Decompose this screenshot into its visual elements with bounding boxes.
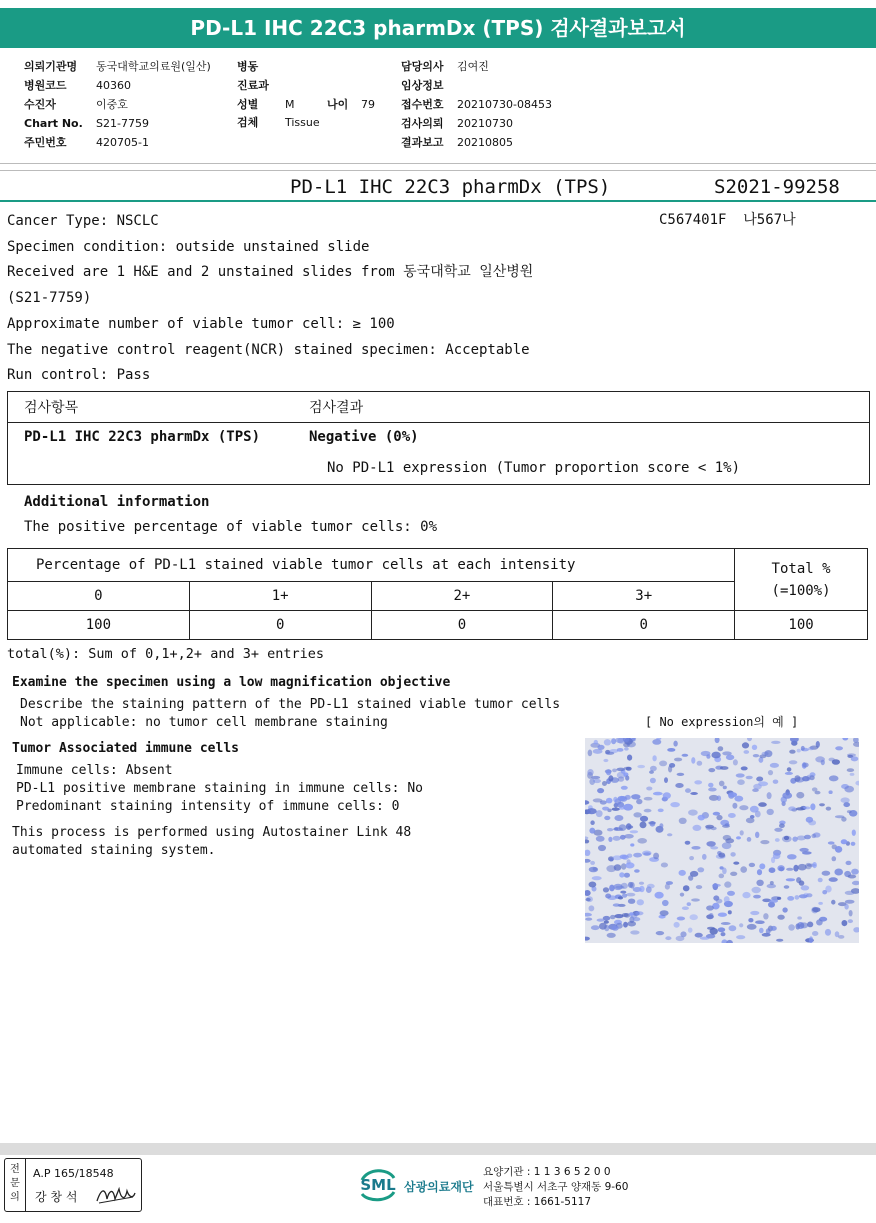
header-row-request-date: 검사의뢰 20210730: [401, 117, 513, 130]
level-2plus: 2+: [371, 582, 553, 611]
header-row-clinical-info: 임상정보: [401, 79, 444, 92]
value-0: 100: [8, 611, 190, 640]
result-box: [7, 391, 870, 485]
ncr-result: The negative control reagent(NCR) stained specimen: Acceptable: [7, 341, 530, 358]
intensity-header: Percentage of PD-L1 stained viable tumor cells at each intensity: [8, 549, 735, 582]
stain-sample-image: [585, 738, 859, 943]
signature-box: [4, 1158, 142, 1212]
value-total: 100: [735, 611, 868, 640]
specimen-condition: Specimen condition: outside unstained slide: [7, 238, 370, 255]
value-2plus: 0: [371, 611, 553, 640]
header-col1: [24, 57, 211, 152]
result-value: Negative (0%): [309, 429, 419, 445]
sex-value: M: [285, 98, 295, 111]
header-divider: [0, 163, 876, 164]
image-caption: [ No expression의 예 ]: [645, 715, 799, 729]
level-3plus: 3+: [553, 582, 735, 611]
report-number: S2021-99258: [714, 176, 840, 198]
header-divider-2: [0, 170, 876, 171]
viable-tumor-cells: Approximate number of viable tumor cell: ≥ 100: [7, 315, 395, 332]
age-value: 79: [361, 98, 375, 111]
doctor-name: 강 창 석: [35, 1190, 78, 1204]
report-lines: [7, 209, 533, 389]
dept-label: 진료과: [237, 79, 269, 92]
result-col-result: 검사결과: [309, 400, 364, 416]
footer-bar: [0, 1143, 876, 1155]
header-row-receipt-no: 접수번호 20210730-08453: [401, 98, 552, 111]
immune-lines: Immune cells: Absent PD-L1 positive membrane staining in immune cells: No Predominant staining intensity of immune cells: 0: [16, 763, 423, 814]
age-label: 나이: [327, 98, 349, 111]
header-row-doctor: 담당의사 김여진: [401, 60, 489, 73]
cancer-type: Cancer Type: NSCLC: [7, 213, 159, 229]
ward-label: 병동: [237, 60, 259, 73]
total-note: total(%): Sum of 0,1+,2+ and 3+ entries: [7, 646, 324, 662]
result-item: PD-L1 IHC 22C3 pharmDx (TPS): [24, 429, 261, 445]
chart-ref: (S21-7759): [7, 290, 92, 307]
header-row-report-date: 결과보고 20210805: [401, 136, 513, 149]
process-note: This process is performed using Autostainer Link 48 automated staining system.: [12, 825, 412, 858]
ap-number: A.P 165/18548: [33, 1167, 114, 1180]
report-test-name: PD-L1 IHC 22C3 pharmDx (TPS): [290, 176, 611, 198]
result-col-item: 검사항목: [24, 400, 79, 416]
header-col3: [401, 57, 552, 152]
report-title: PD-L1 IHC 22C3 pharmDx (TPS) 검사결과보고서: [0, 8, 876, 48]
header-row-institution: 의뢰기관명 동국대학교의료원(일산): [24, 60, 211, 73]
value-1plus: 0: [189, 611, 371, 640]
intensity-table: [7, 548, 868, 640]
level-1plus: 1+: [189, 582, 371, 611]
low-mag-lines: Describe the staining pattern of the PD-L1 stained viable tumor cells Not applicable: no tumor cell membrane staining: [20, 697, 561, 730]
header-specimen: 검체 Tissue: [237, 116, 320, 129]
total-header: Total % (=100%): [735, 549, 868, 611]
sml-logo: SML: [358, 1166, 398, 1204]
report-code: C567401F 나567나: [659, 212, 796, 228]
header-row-resident-no: 주민번호 420705-1: [24, 136, 149, 149]
org-name: 삼광의료재단: [404, 1180, 474, 1194]
result-detail: No PD-L1 expression (Tumor proportion score < 1%): [327, 460, 741, 476]
run-control: Run control: Pass: [7, 367, 151, 384]
specialist-label: 전문의: [10, 1164, 20, 1203]
additional-heading: Additional information: [24, 494, 210, 510]
signature-image: [95, 1183, 137, 1207]
header-row-patient: 수진자 이중호: [24, 98, 128, 111]
received-slides: Received are 1 H&E and 2 unstained slides from 동국대학교 일산병원: [7, 264, 534, 281]
value-3plus: 0: [553, 611, 735, 640]
immune-heading: Tumor Associated immune cells: [12, 741, 239, 756]
report-title-rule: [0, 200, 876, 202]
sex-label: 성별: [237, 98, 259, 111]
level-0: 0: [8, 582, 190, 611]
org-address: 요양기관 : 1 1 3 6 5 2 0 0 서울특별시 서초구 양재동 9-60 대표번호 : 1661-5117: [483, 1166, 629, 1208]
header-row-chart-no: Chart No. S21-7759: [24, 117, 149, 130]
low-mag-heading: Examine the specimen using a low magnification objective: [12, 675, 451, 690]
additional-line: The positive percentage of viable tumor cells: 0%: [24, 519, 438, 535]
header-row-hospital-code: 병원코드 40360: [24, 79, 131, 92]
